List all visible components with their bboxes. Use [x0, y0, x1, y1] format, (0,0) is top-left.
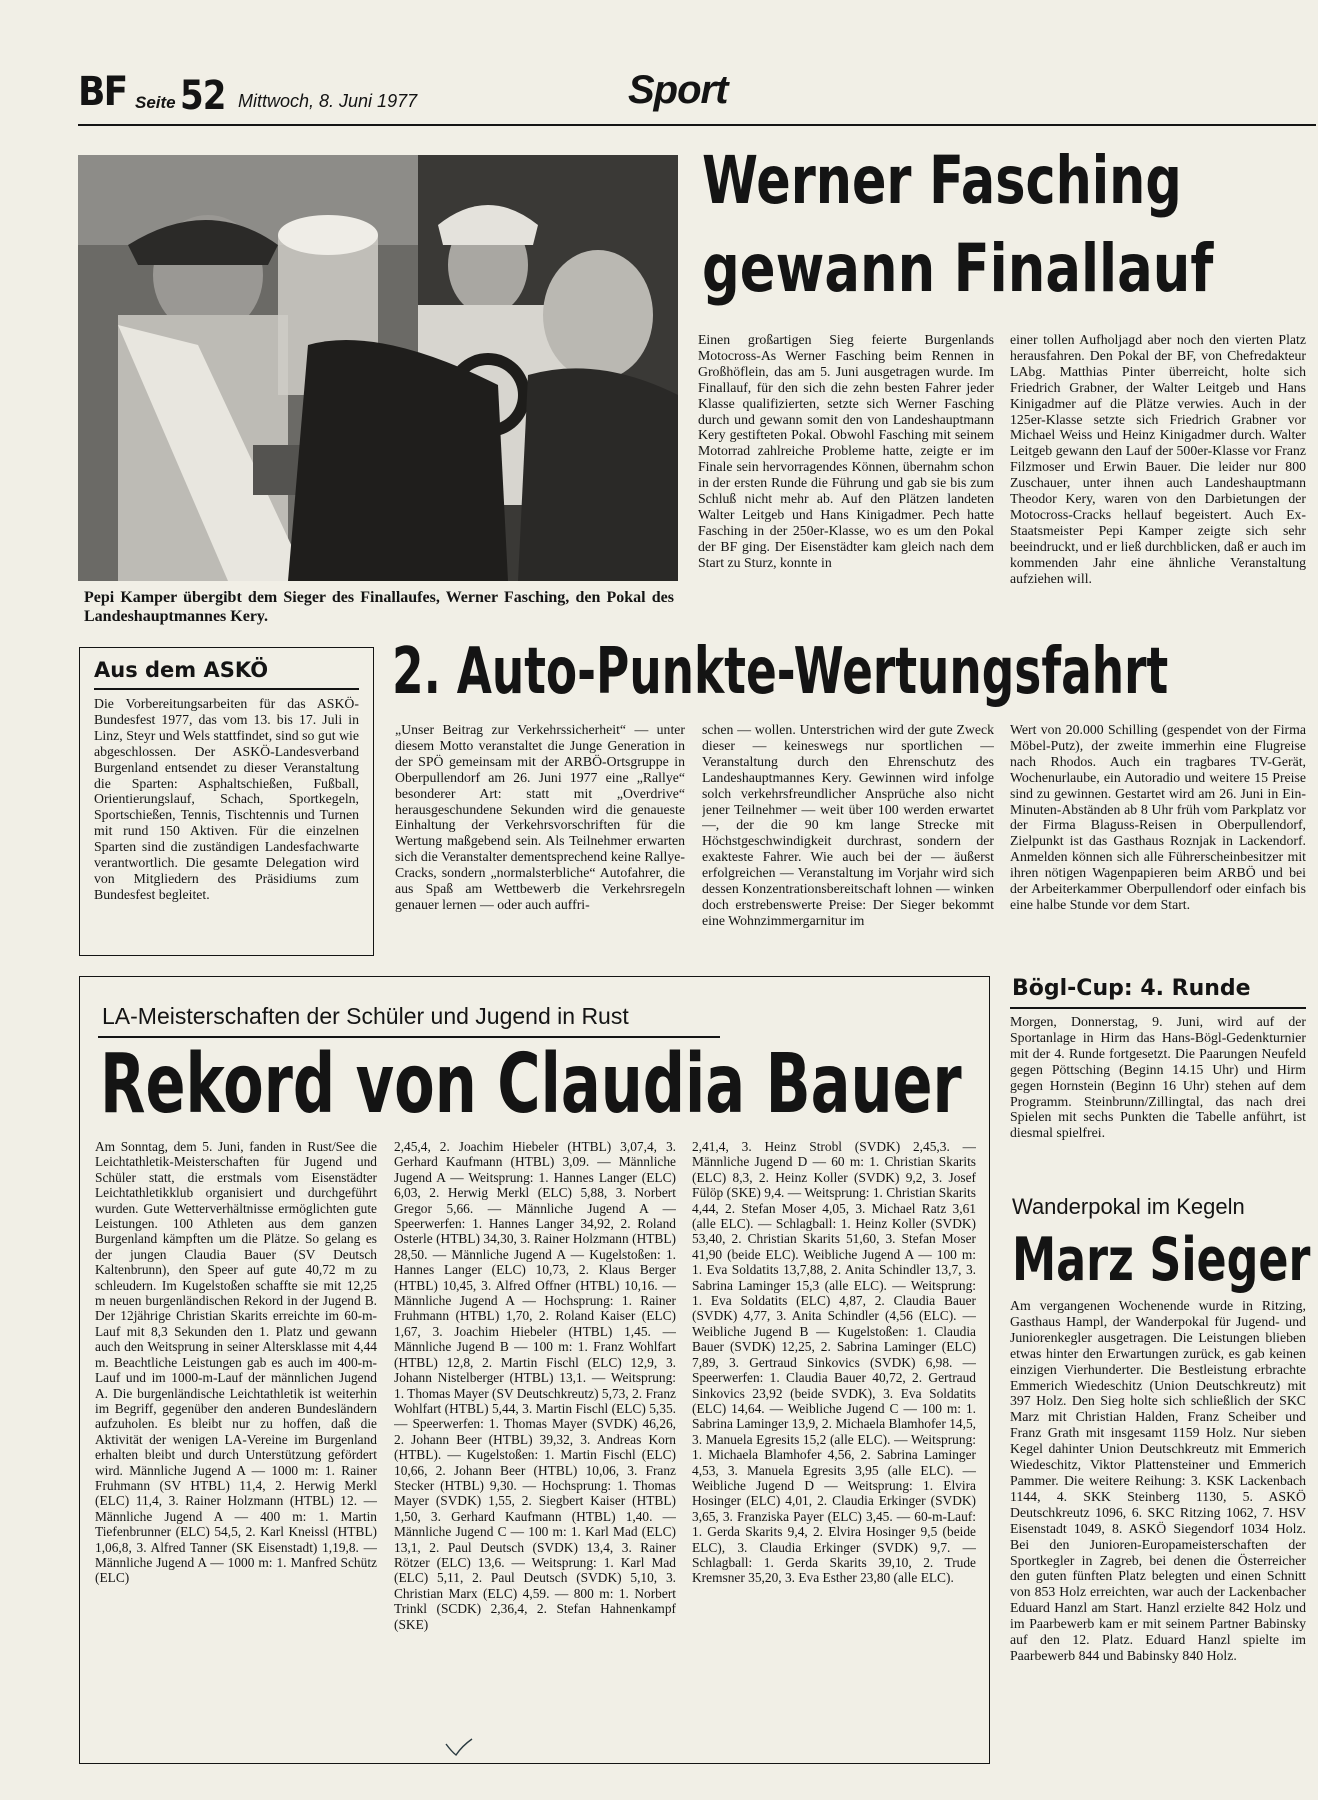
auto-column-2: schen — wollen. Unterstrichen wird der gute Zweck dieser — keineswegs nur sportlichen — Veranstaltung durch den Ehrenschutz des Landeshauptmannes Kery. Gewinnen wird infolge solch verkehrsfreundlicher Ansprüche also nicht jener Teilnehmer — weit über 100 werden erwartet —, der die 90 km lange Strecke mit Höchstgeschwindigkeit durchrast, sondern der exakteste Fahrer. Wie auch bei der — äußerst erfolgreichen — Veranstaltung im Vorjahr wird sich dessen Konzentrationsbereitschaft lohnen — winken doch erstrebenswerte Preise: Der Sieger bekommt eine Wohnzimmergarnitur im: [702, 722, 994, 928]
askoe-text: Die Vorbereitungsarbeiten für das ASKÖ-Bundesfest 1977, das vom 13. bis 17. Juli in Linz, Steyr und Wels stattfindet, sind so gut wie abgeschlossen. Der ASKÖ-Landesverband Burgenland entsendet zu dieser Veranstaltung die Sparten: Asphaltschießen, Fußball, Orientierungslauf, Schach, Sportkegeln, Sportschießen, Tennis, Tischtennis und Turnen mit rund 150 Aktiven. Für die einzelnen Sparten sind die zuständigen Landesfachwarte verantwortlich. Die gesamte Delegation wird von Mitgliedern des Präsidiums zum Bundesfest begleitet.: [94, 696, 359, 902]
bauer-column-1: Am Sonntag, dem 5. Juni, fanden in Rust/See die Leichtathletik-Meisterschaften für Jugend und Schüler statt, die erstmals vom Eisenstädter Leichtathletikklub organisiert und durchgeführt wurden. Gute Wetterverhältnisse ermöglichten gute Leistungen. 100 Athleten aus dem ganzen Burgenland kämpften um die Plätze. So gelang es der jungen Claudia Bauer (SV Deutsch Kaltenbrunn), den Speer auf gute 40,72 m zu schleudern. Im Kugelstoßen schaffte sie mit 12,25 m neuen burgenländischen Rekord in der Jugend B. Der 12jährige Christian Skarits erreichte im 60-m-Lauf mit 8,3 Sekunden den 1. Platz und gewann auch den Weitsprung in seiner Altersklasse mit 4,44 m. Beachtliche Leistungen gab es auch im 400-m-Lauf und im 1000-m-Lauf der männlichen Jugend A. Die burgenländische Leichtathletik ist weiterhin im Begriff, gegenüber den anderen Bundesländern aufzuholen. Es bleibt nur zu hoffen, daß die Aktivität der wenigen LA-Vereine im Burgenland erhalten bleibt und durch Unterstützung gefördert wird. Männliche Jugend A — 1000 m: 1. Rainer Fruhmann (SV HTBL) 11,4, 2. Herwig Merkl (ELC) 11,4, 3. Rainer Holzmann (HTBL) 12. — Männliche Jugend A — 400 m: 1. Martin Tiefenbrunner (ELC) 54,5, 2. Karl Kneissl (HTBL) 1,06,8, 3. Alfred Tanner (SK Eisenstadt) 1,19,8. — Männliche Jugend A — 1000 m: 1. Manfred Schütz (ELC): [95, 1139, 377, 1586]
bauer-kicker: LA-Meisterschaften der Schüler und Jugend in Rust: [102, 1003, 629, 1029]
fasching-headline-line2: gewann Finallauf: [702, 230, 1214, 307]
kegeln-headline: Marz Sieger: [1012, 1225, 1311, 1295]
auto-column-1: „Unser Beitrag zur Verkehrssicherheit“ — unter diesem Motto veranstaltet die Junge Generation in der SPÖ gemeinsam mit der ARBÖ-Ortsgruppe in Oberpullendorf am 26. Juni 1977 eine „Rallye“ besonderer Art: statt mit „Overdrive“ herausgeschundene Sekunden wird die genaueste Einhaltung der Verkehrsvorschriften für die Wertung maßgebend sein. Als Teilnehmer erwarten sich die Veranstalter dementsprechend keine Rallye-Cracks, sondern „normalsterbliche“ Autofahrer, die aus Spaß am Wettbewerb die Verkehrsregeln genauer lernen — oder auch auffri-: [395, 722, 685, 912]
boegl-cup-title: Bögl-Cup: 4. Runde: [1012, 976, 1251, 1001]
askoe-title-rule: [94, 688, 359, 690]
kegeln-text: Am vergangenen Wochenende wurde in Ritzing, Gasthaus Hampl, der Wanderpokal für Jugend- und Juniorenkegler ausgetragen. Die Leistungen blieben etwas hinter den Erwartungen zurück, es gab keinen einzigen Vierhunderter. Die Bestleistung erbrachte Emmerich Wiedeschitz (Union Deutschkreutz) mit 397 Holz. Den Sieg holte sich schließlich der SKC Marz mit Christian Halden, Franz Scheiber und Franz Grath mit insgesamt 1159 Holz. Nur sieben Kegel dahinter Union Deutschkreutz mit Emmerich Wiedeschitz, Viktor Plattensteiner und Emmerich Pammer. Die weitere Reihung: 3. KSK Lackenbach 1144, 4. SKK Steinberg 1130, 5. ASKÖ Deutschkreutz 1096, 6. SKC Ritzing 1062, 7. HSV Eisenstadt 1049, 8. ASKÖ Siegendorf 1034 Holz. Bei den Junioren-Europameisterschaften der Sportkegler in Zagreb, bei denen die Österreicher den guten fünften Platz belegten und einen Schnitt von 853 Holz erreichten, war auch der Lackenbacher Eduard Hanzl am Start. Hanzl erzielte 842 Holz und im Paarbewerb kam er mit seinem Partner Babinsky auf den 12. Platz. Eduard Hanzl spielte im Paarbewerb 844 und Babinsky 840 Holz.: [1010, 1298, 1306, 1663]
askoe-title: Aus dem ASKÖ: [94, 658, 269, 682]
askoe-box: [79, 647, 374, 956]
fasching-column-2: einer tollen Aufholjagd aber noch den vierten Platz herausfahren. Den Pokal der BF, von Chefredakteur LAbg. Matthias Pinter überreicht, holte sich Friedrich Grabner, der Walter Leitgeb und Hans Kinigadmer auf die Plätze verwies. Auch in der 125er-Klasse setzte sich Friedrich Grabner vor Michael Weiss und Heinz Kinigadmer durch. Walter Leitgeb gewann den Lauf der 500er-Klasse vor Franz Filzmoser und Erwin Bauer. Die leider nur 800 Zuschauer, unter ihnen auch Landeshauptmann Theodor Kery, waren von den Darbietungen der Motocross-Cracks hellauf begeistert. Auch Ex-Staatsmeister Pepi Kamper zeigte sich sehr beeindruckt, und er ließ durchblicken, daß er auch im kommenden Jahr eine ähnliche Veranstaltung aufziehen will.: [1010, 332, 1306, 586]
bauer-column-2: 2,45,4, 2. Joachim Hiebeler (HTBL) 3,07,4, 3. Gerhard Kaufmann (HTBL) 3,09. — Männliche Jugend A — Weitsprung: 1. Hannes Langer (ELC) 6,03, 2. Herwig Merkl (ELC) 5,88, 3. Norbert Gregor 5,66. — Männliche Jugend A — Speerwerfen: 1. Hannes Langer 34,92, 2. Roland Osterle (HTBL) 34,30, 3. Rainer Holzmann (HTBL) 28,50. — Männliche Jugend A — Kugelstoßen: 1. Hannes Langer (ELC) 10,73, 2. Klaus Berger (HTBL) 10,45, 3. Alfred Offner (HTBL) 10,16. — Männliche Jugend A — Hochsprung: 1. Rainer Fruhmann (HTBL) 1,70, 2. Roland Kaiser (ELC) 1,67, 3. Joachim Hiebeler (HTBL) 1,45. — Männliche Jugend B — 100 m: 1. Franz Wohlfart (HTBL) 12,8, 2. Martin Fischl (ELC) 12,9, 3. Johann Nistelberger (HTBL) 13,1. — Weitsprung: 1. Thomas Mayer (SV Deutschkreutz) 5,73, 2. Franz Wohlfart (HTBL) 5,44, 3. Martin Fischl (ELC) 5,35. — Speerwerfen: 1. Thomas Mayer (SVDK) 46,26, 2. Johann Beer (HTBL) 39,32, 3. Andreas Korn (HTBL). — Kugelstoßen: 1. Martin Fischl (ELC) 10,66, 2. Johann Beer (HTBL) 10,06, 3. Franz Stecker (HTBL) 9,30. — Hochsprung: 1. Thomas Mayer (SVDK) 1,55, 2. Siegbert Kaiser (HTBL) 1,50, 3. Gerhard Kaufmann (HTBL) 1,40. — Männliche Jugend C — 100 m: 1. Karl Mad (ELC) 13,1, 2. Paul Deutsch (SVDK) 13,4, 3. Rainer Rötzer (ELC) 13,6. — Weitsprung: 1. Karl Mad (ELC) 5,11, 2. Paul Deutsch (SVDK) 5,10, 3. Christian Marx (ELC) 4,59. — 800 m: 1. Norbert Trinkl (SCDK) 2,36,4, 2. Stefan Hahnenkampf (SKE): [394, 1139, 676, 1632]
fasching-headline-line1: Werner Fasching: [702, 142, 1182, 219]
page-number: 52: [180, 73, 226, 119]
page-label: Seite: [135, 93, 176, 112]
motocross-award-photo: [78, 155, 678, 581]
handwritten-check-mark: [444, 1736, 474, 1758]
masthead-logo: BF: [78, 69, 127, 115]
masthead-rule: [78, 124, 1316, 126]
bauer-headline: Rekord von Claudia Bauer: [100, 1037, 962, 1132]
issue-date: Mittwoch, 8. Juni 1977: [238, 91, 418, 111]
boegl-cup-text: Morgen, Donnerstag, 9. Juni, wird auf der Sportanlage in Hirm das Hans-Bögl-Gedenkturnier mit der 4. Runde fortgesetzt. Die Paarungen Neufeld gegen Pöttsching (Beginn 14.15 Uhr) und Hirm gegen Hornstein (Beginn 16 Uhr) stehen auf dem Programm. Steinbrunn/Zillingtal, das nach drei Spielen mit sechs Punkten die Tabelle anführt, ist diesmal spielfrei.: [1010, 1014, 1306, 1141]
bauer-column-3: 2,41,4, 3. Heinz Strobl (SVDK) 2,45,3. — Männliche Jugend D — 60 m: 1. Christian Skarits (ELC) 8,3, 2. Heinz Koller (SVDK) 9,2, 3. Josef Fülöp (SKE) 9,4. — Weitsprung: 1. Christian Skarits 4,44, 2. Stefan Moser 4,05, 3. Michael Ratz 3,61 (alle ELC). — Schlagball: 1. Heinz Koller (SVDK) 53,40, 2. Christian Skarits 51,60, 3. Stefan Moser 41,90 (beide ELC). Weibliche Jugend A — 100 m: 1. Eva Soldatits 13,7,88, 2. Anita Schindler 13,7, 3. Sabrina Laminger 15,3 (alle ELC). — Weitsprung: 1. Eva Soldatits (ELC) 4,87, 2. Claudia Bauer (SVDK) 4,77, 3. Anita Schindler (4,56 (ELC). — Weibliche Jugend B — Kugelstoßen: 1. Claudia Bauer (SVDK) 12,25, 2. Sabrina Laminger (ELC) 7,89, 3. Gertraud Sinkovics (SVDK) 6,98. — Speerwerfen: 1. Claudia Bauer 40,72, 2. Gertraud Sinkovics 23,92 (beide SVDK), 3. Eva Soldatits (ELC) 14,64. — Weibliche Jugend C — 100 m: 1. Sabrina Laminger 13,9, 2. Michaela Blamhofer 14,5, 3. Manuela Egresits 15,2 (alle ELC). — Weitsprung: 1. Michaela Blamhofer 4,56, 2. Sabrina Laminger 4,53, 3. Manuela Egresits 3,95 (alle ELC). — Weibliche Jugend D — Weitsprung: 1. Elvira Hosinger (ELC) 4,01, 2. Claudia Erkinger (SVDK) 3,65, 3. Franziska Payer (ELC) 3,45. — 60-m-Lauf: 1. Gerda Skarits 9,4, 2. Elvira Hosinger 9,5 (beide ELC), 3. Claudia Erkinger (SVDK) 9,7. — Schlagball: 1. Gerda Skarits 39,10, 2. Trude Kremsner 35,20, 3. Eva Esther 23,80 (alle ELC).: [692, 1139, 976, 1586]
auto-headline: 2. Auto-Punkte-Wertungsfahrt: [392, 635, 1169, 709]
auto-column-3: Wert von 20.000 Schilling (gespendet von der Firma Möbel-Putz), der zweite immerhin eine Flugreise nach Rhodos. Auch ein tragbares TV-Gerät, Wochenurlaube, ein Autoradio und weitere 15 Preise sind zu gewinnen. Gestartet wird am 26. Juni in Ein-Minuten-Abständen ab 8 Uhr früh vom Parkplatz vor der Firma Blaguss-Reisen in Oberpullendorf, Zielpunkt ist das Gasthaus Roznjak in Lackendorf. Anmelden können sich alle Führerscheinbesitzer mit ihren nötigen Wagenpapieren beim ARBÖ und bei der Arbeiterkammer Oberpullendorf oder einfach bis eine halbe Stunde vor dem Start.: [1010, 722, 1306, 912]
fasching-column-1: Einen großartigen Sieg feierte Burgenlands Motocross-As Werner Fasching beim Rennen in Großhöflein, das am 5. Juni ausgetragen wurde. Im Finallauf, für den sich die zehn besten Fahrer jeder Klasse qualifizierten, setzte sich Werner Fasching durch und gewann somit den von Landeshauptmann Kery gestifteten Pokal. Obwohl Fasching mit seinem Motorrad zahlreiche Probleme hatte, zeigte er im Finale sein hervorragendes Können, übernahm schon in der ersten Runde die Führung und gab sie bis zum Schluß nicht mehr ab. Auf den Plätzen landeten Walter Leitgeb und Hans Kinigadmer. Pech hatte Fasching in der 250er-Klasse, wo es um den Pokal der BF ging. Der Eisenstädter kam gleich nach dem Start zu Sturz, konnte in: [698, 332, 994, 570]
photo-caption: Pepi Kamper übergibt dem Sieger des Finallaufes, Werner Fasching, den Pokal des Landeshauptmannes Kery.: [84, 589, 674, 625]
kegeln-kicker: Wanderpokal im Kegeln: [1012, 1194, 1245, 1219]
section-title: Sport: [628, 68, 728, 112]
boegl-cup-rule: [1010, 1007, 1306, 1009]
